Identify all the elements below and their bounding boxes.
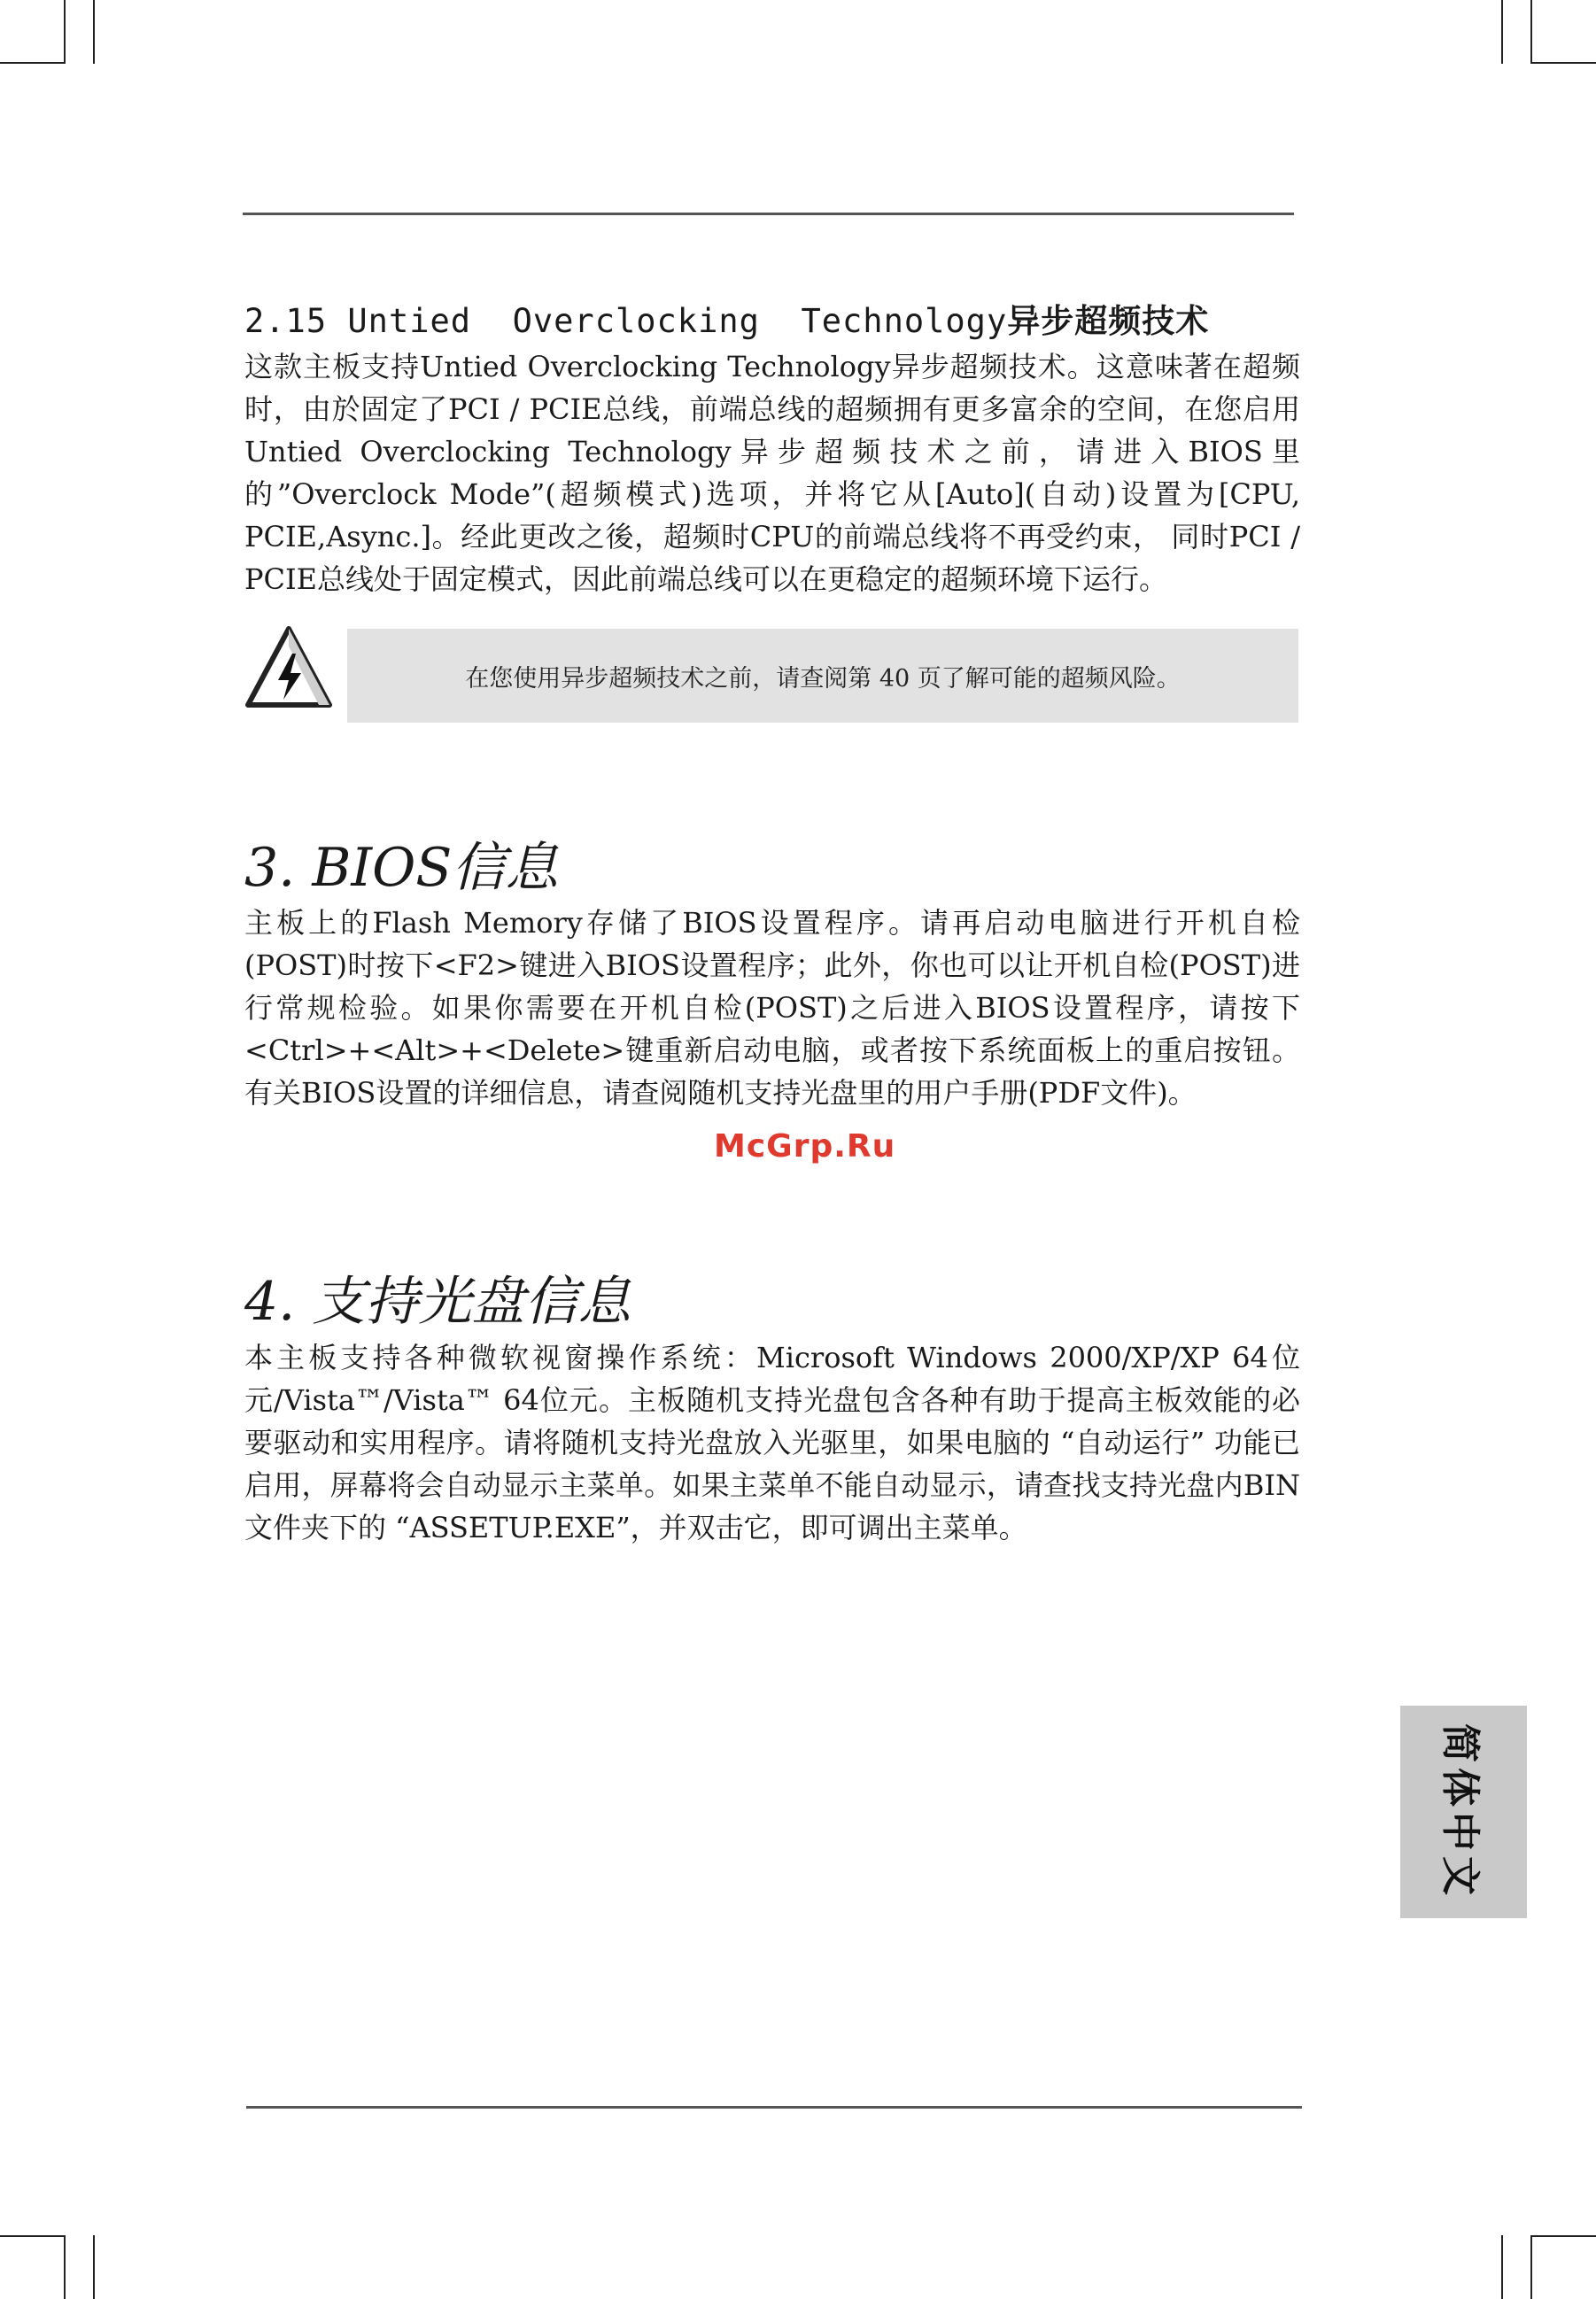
crop-mark	[1530, 2235, 1532, 2299]
section-3-heading: 3. BIOS信息	[244, 837, 559, 899]
language-side-tab	[1400, 1706, 1527, 1918]
section-3-paragraph: 主板上的Flash Memory存储了BIOS设置程序。请再启动电脑进行开机自检(POST)时按下<F2>键进入BIOS设置程序；此外，你也可以让开机自检(POST)进行常规检验。如果你需要在开机自检(POST)之后进入BIOS设置程序，请按下<Ctrl>+<Alt>+<Delete>键重新启动电脑，或者按下系统面板上的重启按钮。有关BIOS设置的详细信息，请查阅随机支持光盘里的用户手册(PDF文件)。	[244, 906, 1300, 1110]
section-title-en: Untied Overclocking Technology	[347, 302, 1008, 340]
crop-mark	[93, 2235, 95, 2299]
section-4-paragraph: 本主板支持各种微软视窗操作系统：Microsoft Windows 2000/XP/XP 64位元/Vista™/Vista™ 64位元。主板随机支持光盘包含各种有助于提高主板效能的必要驱动和实用程序。请将随机支持光盘放入光驱里，如果电脑的 “自动运行” 功能已启用，屏幕将会自动显示主菜单。如果主菜单不能自动显示，请查找支持光盘内BIN文件夹下的 “ASSETUP.EXE”，并双击它，即可调出主菜单。	[244, 1341, 1300, 1544]
crop-mark	[64, 0, 66, 64]
warning-lightning-icon	[244, 623, 333, 712]
crop-mark	[1501, 0, 1503, 64]
crop-mark	[1501, 2235, 1503, 2299]
warning-text: 在您使用异步超频技术之前，请查阅第 40 页了解可能的超频风险。	[465, 664, 1181, 693]
crop-mark	[93, 0, 95, 64]
warning-box	[347, 629, 1298, 723]
crop-mark	[1532, 2235, 1596, 2237]
crop-mark	[0, 62, 64, 64]
crop-mark	[0, 2235, 64, 2237]
section-4-heading: 4. 支持光盘信息	[244, 1271, 631, 1333]
language-tab-label: 简体中文	[1437, 1723, 1483, 1900]
section-title-cn: 异步超频技术	[1007, 302, 1210, 340]
watermark: McGrp.Ru	[714, 1128, 896, 1165]
header-rule	[243, 213, 1294, 215]
section-2-15-paragraph: 这款主板支持Untied Overclocking Technology异步超频技术。这意味著在超频时，由於固定了PCI / PCIE总线，前端总线的超频拥有更多富余的空间，在您启用Untied Overclocking Technology异步超频技术之前，请进入BIOS里的”Overclock Mode”(超频模式)选项，并将它从[Auto](自动)设置为[CPU, PCIE,Async.]。经此更改之後，超频时CPU的前端总线将不再受约束， 同时PCI / PCIE总线处于固定模式，因此前端总线可以在更稳定的超频环境下运行。	[244, 350, 1300, 596]
crop-mark	[1532, 62, 1596, 64]
footer-rule	[246, 2106, 1302, 2109]
crop-mark	[64, 2235, 66, 2299]
crop-mark	[1530, 0, 1532, 64]
section-number: 2.15	[244, 302, 328, 340]
section-2-15-title	[244, 294, 1209, 342]
